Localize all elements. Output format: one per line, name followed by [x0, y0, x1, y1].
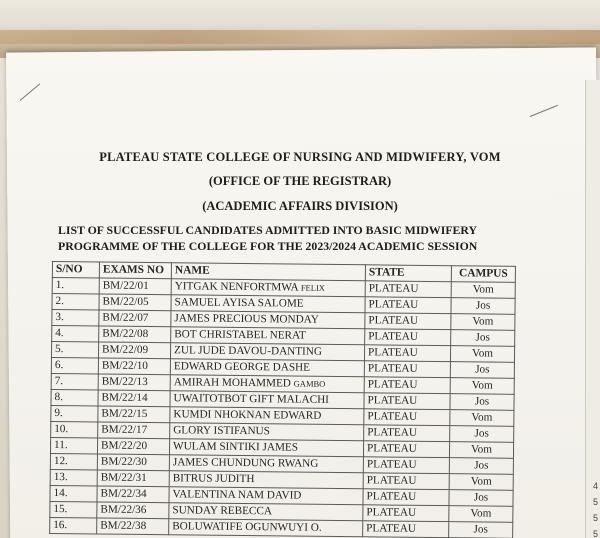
- cell-name: [171, 311, 365, 329]
- adjacent-sheet-digits: [593, 478, 598, 538]
- cell-state: [363, 473, 449, 490]
- cell-campus-text: Jos: [474, 427, 489, 440]
- cell-sno: [50, 453, 97, 469]
- cell-sno: [50, 469, 97, 485]
- cell-sno-text: 9.: [54, 407, 63, 420]
- cell-state-text: PLATEAU: [367, 346, 418, 359]
- cell-state: [365, 297, 451, 314]
- cell-campus: [450, 378, 514, 395]
- cell-state-text: PLATEAU: [368, 314, 419, 327]
- edge-digit: 5: [592, 513, 598, 523]
- cell-state: [365, 313, 451, 330]
- cell-sno: [50, 517, 97, 533]
- cell-exams-no-text: BM/22/20: [101, 439, 148, 453]
- cell-state-text: PLATEAU: [367, 394, 418, 407]
- cell-exams-no: [97, 502, 169, 519]
- cell-name-suffix: GAMBO: [293, 378, 326, 389]
- cell-sno-text: 16.: [53, 519, 68, 532]
- cell-campus-text: Jos: [474, 459, 489, 472]
- cell-state-text: PLATEAU: [367, 362, 418, 375]
- cell-sno-text: 15.: [53, 503, 68, 516]
- cell-name-text: SAMUEL AYISA SALOME: [174, 296, 304, 310]
- cell-sno-text: 12.: [53, 455, 68, 468]
- cell-state-text: PLATEAU: [366, 522, 417, 535]
- cell-sno: [51, 421, 98, 437]
- cell-state-text: PLATEAU: [366, 506, 417, 519]
- cell-campus: [449, 506, 513, 523]
- cell-campus: [449, 442, 513, 459]
- cell-exams-no: [97, 454, 169, 471]
- header-state: STATE: [365, 265, 451, 282]
- cell-name: [170, 343, 364, 361]
- cell-state-text: PLATEAU: [367, 410, 418, 423]
- cell-name: [169, 503, 363, 521]
- cell-name-text: BITRUS JUDITH: [172, 472, 255, 486]
- cell-campus-text: Jos: [475, 331, 490, 344]
- cell-state-text: PLATEAU: [366, 458, 417, 471]
- cell-sno-text: 1.: [55, 279, 65, 292]
- cell-sno: [50, 437, 97, 453]
- cell-state: [363, 457, 449, 474]
- cell-name: [171, 279, 365, 297]
- cell-exams-no: [97, 518, 169, 535]
- cell-name-text: SUNDAY REBECCA: [172, 504, 273, 518]
- cell-exams-no-text: BM/22/01: [102, 279, 149, 293]
- cell-name: [171, 327, 365, 345]
- cell-exams-no-text: BM/22/13: [101, 375, 148, 389]
- cell-sno: [50, 501, 97, 517]
- cell-campus: [451, 282, 515, 299]
- edge-digit: 5: [592, 497, 598, 507]
- cell-exams-no-text: BM/22/08: [102, 327, 149, 341]
- cell-campus-text: Jos: [473, 523, 488, 536]
- cell-exams-no-text: BM/22/31: [100, 471, 147, 485]
- cell-sno-text: 4.: [55, 327, 64, 340]
- cell-state: [363, 441, 449, 458]
- admission-table: [49, 261, 516, 538]
- cell-name-text: YITGAK NENFORTMWA: [174, 280, 299, 294]
- cell-state: [364, 377, 450, 394]
- cell-name-text: GLORY ISTIFANUS: [173, 424, 270, 438]
- cell-campus: [450, 346, 514, 363]
- cell-exams-no-text: BM/22/38: [100, 519, 147, 533]
- cell-name: [170, 407, 364, 425]
- cell-campus: [451, 330, 515, 347]
- cell-sno: [52, 278, 99, 294]
- cell-exams-no: [98, 422, 170, 439]
- cell-name-text: EDWARD GEORGE DASHE: [173, 360, 311, 374]
- header-name: NAME: [171, 263, 365, 281]
- cell-campus-text: Jos: [473, 491, 489, 504]
- list-title-line-1: LIST OF SUCCESSFUL CANDIDATES ADMITTED INTO BASIC MIDWIFERY: [58, 223, 478, 237]
- cell-exams-no-text: BM/22/09: [102, 343, 149, 357]
- cell-exams-no: [98, 358, 170, 375]
- cell-state: [363, 521, 449, 538]
- cell-name: [169, 471, 363, 489]
- cell-state: [364, 425, 450, 442]
- cell-state: [363, 489, 449, 506]
- cell-sno: [52, 310, 99, 326]
- cell-state: [365, 329, 451, 346]
- cell-exams-no: [99, 294, 171, 311]
- cell-campus-text: Vom: [470, 475, 492, 488]
- cell-sno: [51, 405, 98, 421]
- cell-campus-text: Vom: [471, 443, 493, 456]
- cell-name-text: VALENTINA NAM DAVID: [172, 488, 302, 502]
- header-exams-no: EXAMS NO: [99, 262, 171, 279]
- office-subtitle: (OFFICE OF THE REGISTRAR): [208, 174, 392, 188]
- cell-sno: [52, 294, 99, 310]
- cell-exams-no-text: BM/22/34: [100, 487, 147, 501]
- cell-exams-no: [97, 470, 169, 487]
- cell-name-suffix: FELIX: [300, 282, 326, 293]
- cell-campus-text: Jos: [475, 363, 490, 376]
- cell-name-text: ZUL JUDE DAVOU-DANTING: [174, 344, 323, 358]
- cell-state: [364, 345, 450, 362]
- cell-sno: [52, 326, 99, 342]
- cell-sno-text: 3.: [55, 311, 64, 324]
- cell-exams-no-text: BM/22/05: [102, 295, 149, 309]
- cell-campus-text: Jos: [474, 395, 490, 408]
- cell-exams-no-text: BM/22/36: [100, 503, 147, 517]
- cell-exams-no: [98, 342, 170, 359]
- table-body: [50, 278, 516, 538]
- cell-exams-no: [99, 310, 171, 327]
- cell-name-text: JAMES PRECIOUS MONDAY: [174, 312, 319, 326]
- institution-title: PLATEAU STATE COLLEGE OF NURSING AND MIDWIFERY, VOM: [99, 150, 501, 164]
- cell-sno: [51, 342, 98, 358]
- cell-campus: [451, 314, 515, 331]
- cell-exams-no-text: BM/22/15: [101, 407, 148, 421]
- cell-exams-no: [99, 278, 171, 295]
- list-title: [58, 222, 558, 254]
- cell-state-text: PLATEAU: [366, 442, 417, 455]
- cell-sno-text: 8.: [54, 391, 64, 404]
- cell-name: [169, 519, 363, 537]
- cell-name-text: BOLUWATIFE OGUNWUYI O.: [172, 520, 322, 534]
- cell-sno-text: 5.: [55, 343, 64, 356]
- cell-name-text: AMIRAH MOHAMMED: [173, 376, 291, 390]
- cell-sno-text: 13.: [53, 471, 68, 484]
- cell-name: [171, 295, 365, 313]
- cell-campus: [451, 298, 515, 315]
- cell-state: [363, 505, 449, 522]
- cell-sno: [51, 389, 98, 405]
- cell-campus: [449, 474, 513, 491]
- cell-name-text: WULAM SINTIKI JAMES: [173, 440, 299, 454]
- cell-campus-text: Vom: [471, 379, 493, 392]
- cell-exams-no-text: BM/22/17: [101, 423, 148, 437]
- board-stain: [0, 30, 600, 44]
- cell-name: [169, 487, 363, 505]
- cell-exams-no: [98, 406, 170, 423]
- cell-state-text: PLATEAU: [368, 330, 419, 343]
- cell-sno: [50, 485, 97, 501]
- cell-campus: [450, 426, 514, 443]
- edge-digit: 5: [592, 529, 598, 538]
- cell-state: [364, 409, 450, 426]
- cell-state-text: PLATEAU: [366, 474, 417, 487]
- cell-campus: [450, 410, 514, 427]
- cell-name: [169, 455, 363, 473]
- cell-campus-text: Vom: [470, 507, 492, 520]
- cell-state-text: PLATEAU: [367, 378, 418, 391]
- cell-state-text: PLATEAU: [367, 426, 418, 439]
- cell-exams-no-text: BM/22/30: [100, 455, 147, 469]
- cell-state: [365, 281, 451, 298]
- cell-name: [170, 391, 364, 409]
- cell-sno-text: 10.: [54, 423, 69, 436]
- cell-state-text: PLATEAU: [366, 490, 417, 503]
- cell-campus-text: Vom: [472, 347, 494, 360]
- cell-state-text: PLATEAU: [368, 282, 419, 295]
- cell-name-text: BOT CHRISTABEL NERAT: [174, 328, 306, 342]
- cell-name-text: KUMDI NHOKNAN EDWARD: [173, 408, 322, 422]
- cell-campus: [450, 394, 514, 411]
- cell-name-text: UWAITOTBOT GIFT MALACHI: [173, 392, 330, 406]
- cell-campus: [449, 522, 513, 538]
- cell-campus-text: Vom: [472, 283, 494, 296]
- cell-name: [169, 439, 363, 457]
- cell-sno-text: 6.: [54, 359, 64, 372]
- cell-campus: [449, 490, 513, 507]
- cell-exams-no: [98, 374, 170, 391]
- cell-exams-no: [99, 326, 171, 343]
- cell-sno: [51, 373, 98, 389]
- cell-exams-no: [98, 390, 170, 407]
- cell-name: [170, 375, 364, 393]
- cell-campus-text: Vom: [471, 411, 493, 424]
- cell-state: [364, 393, 450, 410]
- cell-exams-no-text: BM/22/07: [102, 311, 149, 325]
- cell-state: [364, 361, 450, 378]
- cell-sno-text: 14.: [53, 487, 68, 500]
- cell-campus-text: Vom: [472, 315, 494, 328]
- cell-sno-text: 11.: [54, 439, 68, 452]
- cell-exams-no: [97, 486, 169, 503]
- cell-campus-text: Jos: [475, 299, 491, 312]
- cell-sno-text: 2.: [55, 295, 65, 308]
- cell-name: [170, 359, 364, 377]
- header-sno: S/NO: [52, 262, 99, 278]
- cell-sno: [51, 357, 98, 373]
- cell-exams-no-text: BM/22/14: [101, 391, 148, 405]
- cell-name: [170, 423, 364, 441]
- list-title-line-2: PROGRAMME OF THE COLLEGE FOR THE 2023/2024 ACADEMIC SESSION: [58, 239, 478, 253]
- division-subtitle: (ACADEMIC AFFAIRS DIVISION): [202, 199, 398, 213]
- cell-exams-no-text: BM/22/10: [101, 359, 148, 373]
- header-campus: CAMPUS: [451, 266, 515, 283]
- cell-exams-no: [97, 438, 169, 455]
- cell-sno-text: 7.: [54, 375, 64, 388]
- cell-campus: [450, 362, 514, 379]
- adjacent-sheet-edge: [585, 80, 600, 538]
- cell-campus: [449, 458, 513, 475]
- edge-digit: 4: [592, 481, 598, 491]
- cell-state-text: PLATEAU: [368, 298, 419, 311]
- cell-name-text: JAMES CHUNDUNG RWANG: [172, 456, 319, 470]
